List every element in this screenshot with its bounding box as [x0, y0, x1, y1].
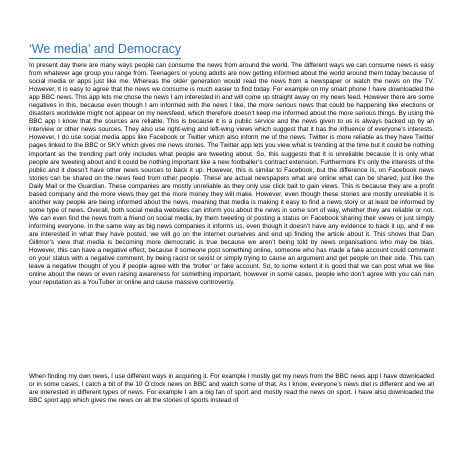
body-paragraph: When finding my own news, I use different ways in acquiring it. For example I mostly get my news from the BBC news app I have downloaded or in some cases, I catch a bit of the 10 O’clock news on BBC and watch some of that. As I know, everyone’s news diet is different and we all are interested in different types of news. For example I am a big fan of sport and mostly read the news on sport. I have also downloaded the BBC sport app which gives me news on all the stories of sports instead of: [29, 373, 434, 405]
document-title: ‘We media’ and Democracy: [29, 42, 181, 59]
body-paragraph: In present day there are many ways people can consume the news from around the world. The different ways we can consume news is easy from whatever age group you range from. Teenagers or young adults are now getting informed about the world around them today because of social media or apps just like me. Whereas the older generation would read the news from a newspaper or watch the news on the TV. However, it is easy to agree that the news we consume is much easier to find today. For example on my smart phone I have downloaded the app BBC news. This app lets me chose the news I am interested in and will come up straight away on my news feed. However there are some negatives in this, because even though I am informed with the news I like, the more serious news that could be happening like elections or disasters worldwide might not appear on my newsfeed, which therefore doesn’t keep me informed about the more serious things. By using the BBC app I know that the sources are reliable. This is because it is a public service and the news given to us is always backed up by an interview or other news sources. They also use right-wing and left-wing views which suggest that it has the influence of everyone’s interests. However, I do use social media apps like Facebook or Twitter which also inform me of the news. Twitter is more reliable as they have Twitter pages linked to the BBC or SKY which gives me news stories. The Twitter app lets you view what is trending at the time but it could be nothing important as the trending part only includes what people are tweeting about. So, this suggests that it is unreliable because it is only what people are tweeting about and it could be nothing important like a new footballer’s contract extension. Furthermore it’s only the interests of the public and it doesn’t have other news sources to back it up. However, this is similar to Facebook, but the difference is, on Facebook news stories can be shared on the news feed from other people. These are actual newspapers what are online what can be shared, just like the Daily Mail or the Guardian. These companies are mostly unreliable as they only use click bait to gain views. This is because they are a profit based company and the more views they get the more money they will make. However, even though these stories are mostly unreliable it is another way people are being informed about the news, meaning that media is making it easy to find a news story or at least be informed by some type of news. Overall, both social media websites can inform you about the news in some sort of way, whether they are reliable or not. We can even find the news from a friend on social media, by them tweeting or posting a status on Facebook sharing their views or just simply informing everyone. In the same way as big news companies it informs us, even though it doesn’t have any evidence to back it up, and if we are interested in what they have posted, we will go on the internet ourselves and end up finding the article about it. This shows that Dan Gillmor’s view that media is becoming more democratic is true because we aren’t being told by news organisations who may be bias. However, this can have a negative effect, because if someone post something online, someone who has made a fake account could comment on your status with a negative comment, by being racist or sexist or simply trying to cause an argument and get people on their side. This can leave a negative thought of you if people agree with the ‘troller’ or fake account. So, to some extent it is good that we can post what we like online about the news or even raising awareness for something important, however in some cases, people who don’t agree with you can ruin your reputation as a YouTuber or online and cause massive controversy.: [29, 62, 434, 287]
